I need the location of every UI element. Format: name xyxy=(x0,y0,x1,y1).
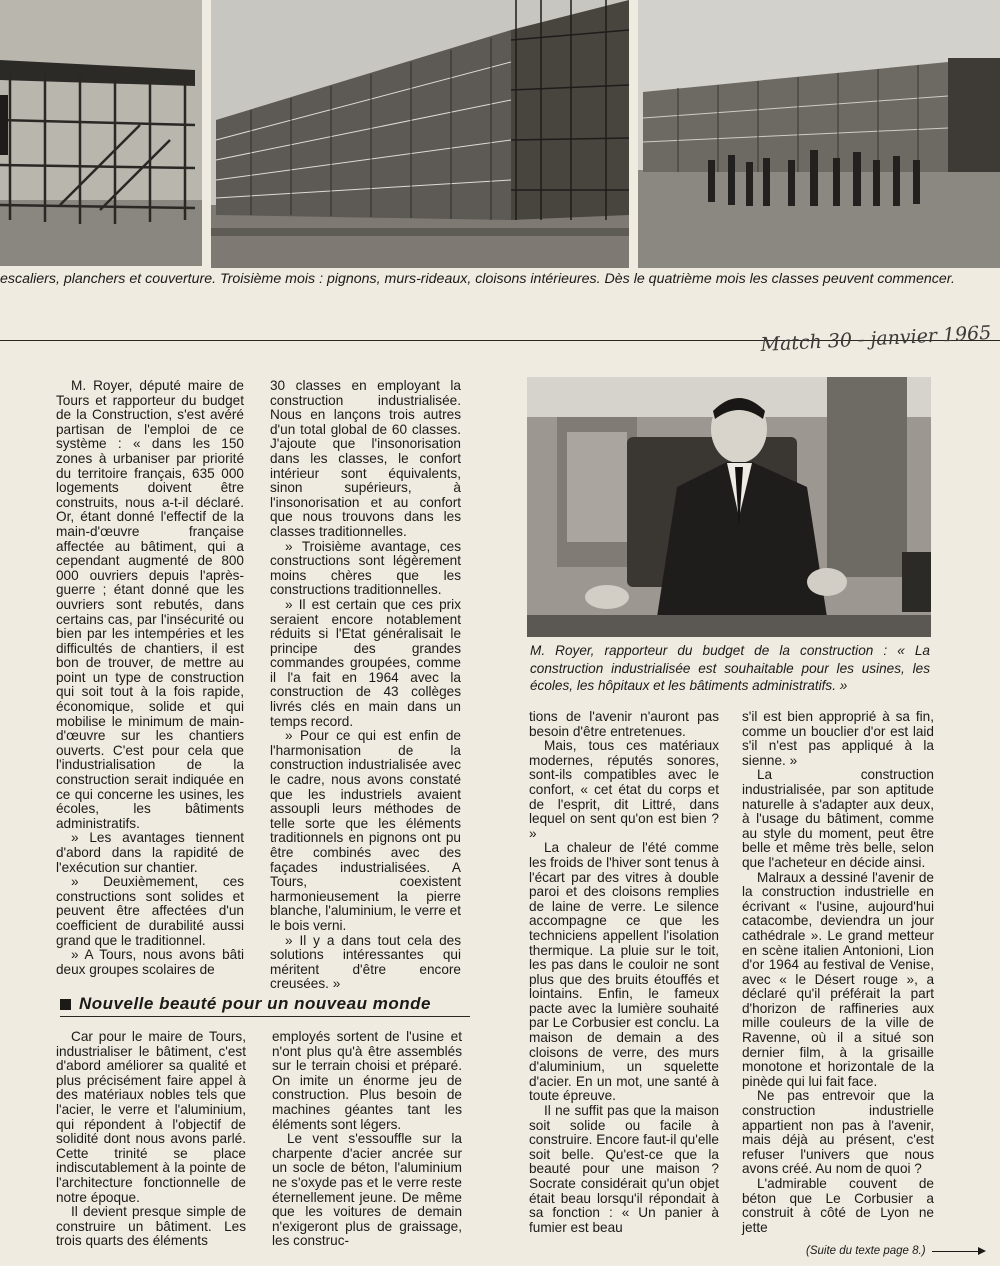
photo-steel-frame xyxy=(0,0,202,266)
paragraph: tions de l'avenir n'auront pas besoin d'être entretenues. xyxy=(529,709,719,739)
top-column-1 xyxy=(56,378,244,977)
paragraph: Mais, tous ces matériaux modernes, réputés sonores, sont-ils compatibles avec le confort, « cet état du corps et de l'esprit, dit Littré, dans lequel on sent qu'on est bien ? » xyxy=(529,738,719,841)
photo-caption: escaliers, planchers et couverture. Troisième mois : pignons, murs-rideaux, cloisons intérieures. Dès le quatrième mois les classes peuvent commencer. xyxy=(0,271,955,287)
photo-portrait-royer xyxy=(527,377,931,637)
paragraph: Ne pas entrevoir que la construction industrielle appartient non pas à l'avenir, mais déjà au présent, c'est refuser l'univers que nous avons créé. Au nom de quoi ? xyxy=(742,1088,934,1177)
continuation-text: (Suite du texte page 8.) xyxy=(806,1245,926,1257)
paragraph: employés sortent de l'usine et n'ont plus qu'à être assemblés sur le terrain choisi et préparé. On imite un énorme jeu de construction. Plus besoin de machines géantes tant les éléments sont légers. xyxy=(272,1029,462,1132)
arrow-right-icon xyxy=(932,1251,984,1252)
paragraph: Car pour le maire de Tours, industrialiser le bâtiment, c'est d'abord améliorer sa qualité et plus précisément faire appel à des matériaux nobles tels que l'acier, le verre et l'aluminium, qui répondent à l'objectif de solidité dont nous avons parlé. Cette trinité se place indiscutablement à la pointe de l'architecture fonctionnelle de notre époque. xyxy=(56,1029,246,1205)
bullet-square-icon xyxy=(60,999,71,1010)
paragraph: s'il est bien approprié à sa fin, comme un bouclier d'or est laid s'il n'est pas appliqué à la sienne. » xyxy=(742,709,934,768)
photo-building-scaffolding xyxy=(211,0,629,268)
paragraph: » Il y a dans tout cela des solutions intéressantes qui méritent d'être encore creusées. » xyxy=(270,932,461,992)
section-heading xyxy=(60,994,470,1014)
portrait-caption: M. Royer, rapporteur du budget de la construction : « La construction industrialisée est souhaitable pour les usines, les écoles, les hôpitaux et les bâtiments administratifs. » xyxy=(530,643,930,693)
paragraph: La chaleur de l'été comme les froids de l'hiver sont tenus à l'écart par des vitres à double paroi et des cloisons remplies de laine de verre. Le silence accompagne ce que les techniciens appellent l'isolation thermique. La pluie sur le toit, les pas dans le couloir ne sont plus que des bruits étouffés et lointains. Enfin, le fameux pacte avec la lumière souhaité par Le Corbusier est conclu. La maison de demain a des cloisons de verre, des murs d'aluminium, un squelette d'acier. En un mot, une santé à toute épreuve. xyxy=(529,840,719,1104)
section-column-4 xyxy=(742,710,934,1240)
paragraph: » Pour ce qui est enfin de l'harmonisation de la construction industrialisée avec le cadre, nous avons constaté que les industriels avaient assoupli leurs méthodes de telle sorte que les éléments traditionnels en pignons ont pu être combinés avec des façades industrialisées. A Tours, coexistent harmonieusement la pierre blanche, l'aluminium, le verre et le bois verni. xyxy=(270,728,461,933)
section-column-1 xyxy=(56,1029,246,1249)
paragraph: » Troisième avantage, ces constructions sont légèrement moins chères que les constructions traditionnelles. xyxy=(270,538,461,598)
paragraph: Malraux a dessiné l'avenir de la construction industrielle en écrivant « l'usine, aujourd'hui catacombe, deviendra un jour cathédrale ». Le grand metteur en scène italien Antonioni, Lion d'or 1964 au festival de Venise, avec « le Désert rouge », a déclaré qu'il préférait la part d'horizon de raffineries aux mille couleurs de la ville de Ravenne, où il a situé son dernier film, à la grisaille monotone et horizontale de la pinède qui lui fait face. xyxy=(742,869,934,1089)
heading-underline xyxy=(60,1016,470,1017)
paragraph: » A Tours, nous avons bâti deux groupes scolaires de xyxy=(56,947,244,977)
section-column-3 xyxy=(529,710,719,1246)
paragraph: M. Royer, député maire de Tours et rapporteur du budget de la Construction, s'est avéré partisan de l'emploi de ce système : « dans les 150 zones à urbaniser par priorité du territoire français, 635 000 logements doivent être construits, nous a-t-il déclaré. Or, étant donné l'effectif de la main-d'œuvre française affectée au bâtiment, qui a cependant augmenté de 800 000 ouvriers depuis l'après-guerre ; étant donné que les ouvriers sont rebutés, dans certains cas, par l'insécurité ou bien par les intempéries et les difficultés de chantiers, il est bon de trouver, de mettre au point un type de construction qui soit tout à la fois rapide, économique, solide et qui mobilise le minimum de main-d'œuvre sur les chantiers ouverts. C'est pour cela que l'industrialisation de la construction serait indiquée en ce qui concerne les usines, les écoles, les bâtiments administratifs. xyxy=(56,378,244,831)
section-column-2 xyxy=(272,1029,462,1249)
photo-finished-school xyxy=(638,0,1000,268)
top-column-2 xyxy=(270,378,461,992)
paragraph: La construction industrialisée, par son aptitude naturelle à s'adapter aux deux, à l'usage du bâtiment, comme au style du moment, peut être belle et même très belle, selon que l'acheteur en décide ainsi. xyxy=(742,767,934,870)
paragraph: » Il est certain que ces prix seraient encore notablement réduits si l'Etat généralisait le principe des grandes commandes groupées, comme il l'a fait en 1964 avec la construction de 43 collèges livrés clés en main dans un temps record. xyxy=(270,596,461,729)
paragraph: Il ne suffit pas que la maison soit solide ou facile à construire. Encore faut-il qu'elle soit belle. Qu'est-ce que la beauté pour une maison ? Socrate considérait qu'un objet était beau lorsqu'il répondait à sa fonction : « Un panier à fumier est beau xyxy=(529,1103,719,1235)
paragraph: » Les avantages tiennent d'abord dans la rapidité de l'exécution sur chantier. xyxy=(56,830,244,875)
paragraph: L'admirable couvent de béton que Le Corbusier a construit à côté de Lyon ne jette xyxy=(742,1176,934,1235)
paragraph: 30 classes en employant la construction industrialisée. Nous en lançons trois autres d'un total global de 60 classes. J'ajoute que l'insonorisation dans les classes, le confort intérieur sont équivalents, sinon supérieurs, à l'insonorisation et au confort que nous trouvons dans les classes traditionnelles. xyxy=(270,378,461,539)
paragraph: Le vent s'essouffle sur la charpente d'acier ancrée sur un socle de béton, l'aluminium ne s'oxyde pas et le verre reste éternellement jeune. De même que les voitures de demain n'exigeront plus de graissage, les construc- xyxy=(272,1131,462,1249)
handwritten-date-note: Match 30 - janvier 1965 xyxy=(760,321,992,356)
section-heading-text: Nouvelle beauté pour un nouveau monde xyxy=(79,994,431,1013)
continuation-note xyxy=(806,1245,984,1257)
paragraph: » Deuxièmement, ces constructions sont solides et peuvent être affectées d'un coefficient de durabilité aussi grand que le traditionnel. xyxy=(56,874,244,948)
paragraph: Il devient presque simple de construire un bâtiment. Les trois quarts des éléments xyxy=(56,1204,246,1249)
